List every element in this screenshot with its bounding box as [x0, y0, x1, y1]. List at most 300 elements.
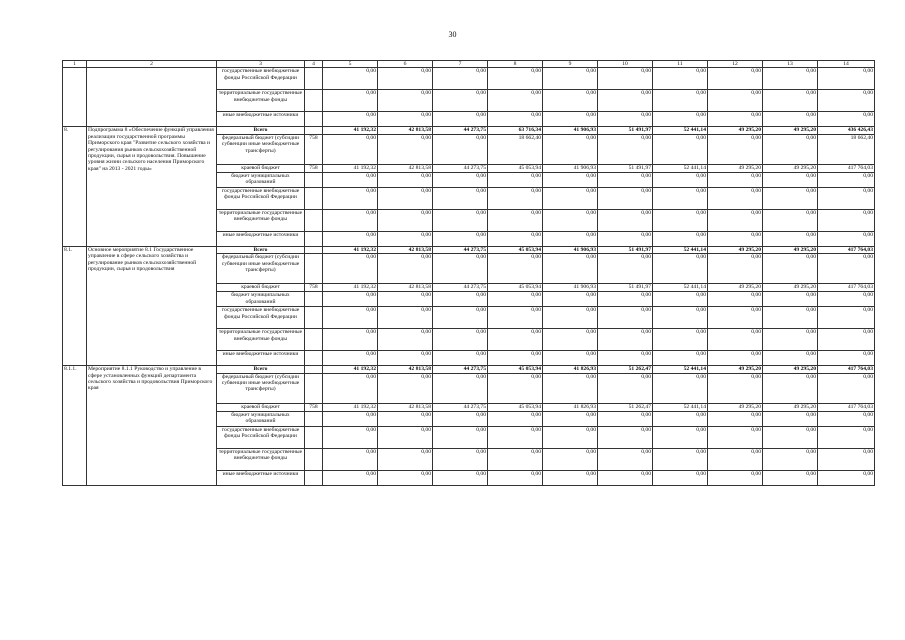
amount-cell: 0,00 [378, 254, 433, 284]
funding-source-cell: государственные внебюджетные фонды Российской Федерации [217, 187, 305, 209]
amount-cell: 0,00 [323, 209, 378, 231]
grbs-code-cell [305, 292, 323, 307]
funding-source-cell: краевой бюджет [217, 284, 305, 292]
amount-cell: 0,00 [543, 90, 598, 112]
amount-cell: 0,00 [488, 292, 543, 307]
amount-cell: 0,00 [433, 68, 488, 90]
grbs-code-cell [305, 351, 323, 366]
column-number-row [63, 61, 875, 68]
amount-cell: 0,00 [543, 426, 598, 448]
funding-source-cell: Всего [217, 127, 305, 134]
amount-cell: 0,00 [598, 292, 653, 307]
table-row [63, 68, 875, 90]
funding-source-cell: бюджет муниципальных образований [217, 411, 305, 426]
amount-cell: 0,00 [708, 411, 763, 426]
amount-cell: 0,00 [323, 231, 378, 246]
amount-cell: 0,00 [433, 209, 488, 231]
amount-cell: 0,00 [378, 470, 433, 485]
amount-cell: 42 813,58 [378, 164, 433, 172]
amount-cell: 0,00 [763, 112, 818, 127]
amount-cell: 49 295,20 [763, 246, 818, 253]
funding-source-cell: государственные внебюджетные фонды Российской Федерации [217, 307, 305, 329]
amount-cell: 41 192,32 [323, 284, 378, 292]
amount-cell: 0,00 [708, 373, 763, 403]
amount-cell: 0,00 [488, 448, 543, 470]
funding-source-cell: государственные внебюджетные фонды Российской Федерации [217, 426, 305, 448]
amount-cell: 0,00 [378, 90, 433, 112]
amount-cell: 49 295,20 [763, 403, 818, 411]
amount-cell: 51 262,47 [598, 366, 653, 373]
budget-table [62, 60, 875, 486]
amount-cell: 0,00 [818, 172, 875, 187]
amount-cell: 0,00 [488, 254, 543, 284]
funding-source-cell: бюджет муниципальных образований [217, 172, 305, 187]
amount-cell: 0,00 [323, 329, 378, 351]
amount-cell: 0,00 [488, 172, 543, 187]
amount-cell: 42 813,58 [378, 246, 433, 253]
funding-source-cell: федеральный бюджет (субсидии субвенции иные межбюджетные трансферты) [217, 134, 305, 164]
amount-cell: 0,00 [378, 292, 433, 307]
amount-cell: 0,00 [488, 329, 543, 351]
amount-cell: 0,00 [818, 426, 875, 448]
column-number-cell: 13 [763, 61, 818, 68]
amount-cell: 0,00 [378, 448, 433, 470]
amount-cell: 41 906,93 [543, 284, 598, 292]
amount-cell: 18 662,40 [818, 134, 875, 164]
amount-cell: 0,00 [763, 411, 818, 426]
amount-cell: 0,00 [543, 351, 598, 366]
row-title-cell: Основное мероприятие 8.1 Государственное управление в сфере сельского хозяйства и регулирование рынков сельскохозяйственной продукции, сырья и продовольствия [87, 246, 217, 365]
amount-cell: 51 491,97 [598, 164, 653, 172]
amount-cell: 0,00 [433, 448, 488, 470]
amount-cell: 0,00 [653, 172, 708, 187]
amount-cell: 0,00 [323, 90, 378, 112]
amount-cell: 0,00 [378, 307, 433, 329]
amount-cell: 0,00 [818, 470, 875, 485]
amount-cell: 0,00 [598, 90, 653, 112]
grbs-code-cell [305, 254, 323, 284]
amount-cell: 0,00 [763, 209, 818, 231]
grbs-code-cell [305, 112, 323, 127]
funding-source-cell: иные внебюджетные источники [217, 470, 305, 485]
amount-cell: 0,00 [433, 134, 488, 164]
amount-cell: 51 491,97 [598, 246, 653, 253]
amount-cell: 49 295,20 [708, 403, 763, 411]
amount-cell: 0,00 [378, 172, 433, 187]
amount-cell: 417 764,03 [818, 164, 875, 172]
amount-cell: 41 192,32 [323, 403, 378, 411]
amount-cell: 0,00 [598, 112, 653, 127]
amount-cell: 0,00 [763, 351, 818, 366]
amount-cell: 0,00 [708, 187, 763, 209]
amount-cell: 0,00 [818, 448, 875, 470]
amount-cell: 0,00 [433, 373, 488, 403]
column-number-cell: 3 [217, 61, 305, 68]
column-number-cell: 8 [488, 61, 543, 68]
amount-cell: 52 441,14 [653, 164, 708, 172]
amount-cell: 0,00 [598, 134, 653, 164]
amount-cell: 0,00 [543, 172, 598, 187]
amount-cell: 0,00 [818, 209, 875, 231]
row-title-cell [87, 68, 217, 127]
amount-cell: 0,00 [488, 209, 543, 231]
column-number-cell: 7 [433, 61, 488, 68]
amount-cell: 436 426,43 [818, 127, 875, 134]
amount-cell: 0,00 [323, 172, 378, 187]
funding-source-cell: территориальные государственные внебюджетные фонды [217, 90, 305, 112]
amount-cell: 0,00 [488, 231, 543, 246]
amount-cell: 0,00 [598, 411, 653, 426]
amount-cell: 0,00 [433, 112, 488, 127]
amount-cell: 41 192,32 [323, 164, 378, 172]
amount-cell: 42 813,58 [378, 284, 433, 292]
amount-cell: 417 764,03 [818, 246, 875, 253]
amount-cell: 0,00 [653, 254, 708, 284]
amount-cell: 0,00 [488, 307, 543, 329]
amount-cell: 0,00 [763, 329, 818, 351]
amount-cell: 0,00 [543, 373, 598, 403]
amount-cell: 52 441,14 [653, 284, 708, 292]
amount-cell: 0,00 [653, 209, 708, 231]
amount-cell: 45 053,94 [488, 246, 543, 253]
amount-cell: 0,00 [763, 426, 818, 448]
grbs-code-cell [305, 470, 323, 485]
grbs-code-cell [305, 373, 323, 403]
grbs-code-cell [305, 187, 323, 209]
page-number: 30 [448, 30, 457, 39]
amount-cell: 51 491,97 [598, 127, 653, 134]
amount-cell: 45 053,94 [488, 366, 543, 373]
amount-cell: 0,00 [488, 351, 543, 366]
amount-cell: 0,00 [818, 254, 875, 284]
amount-cell: 0,00 [598, 373, 653, 403]
amount-cell: 41 192,32 [323, 246, 378, 253]
amount-cell: 0,00 [708, 292, 763, 307]
amount-cell: 0,00 [488, 373, 543, 403]
amount-cell: 0,00 [763, 134, 818, 164]
amount-cell: 0,00 [763, 68, 818, 90]
amount-cell: 41 192,32 [323, 127, 378, 134]
amount-cell: 0,00 [543, 134, 598, 164]
amount-cell: 0,00 [653, 470, 708, 485]
amount-cell: 0,00 [818, 373, 875, 403]
amount-cell: 0,00 [763, 470, 818, 485]
amount-cell: 0,00 [818, 411, 875, 426]
grbs-code-cell [305, 246, 323, 253]
amount-cell: 0,00 [378, 373, 433, 403]
amount-cell: 0,00 [378, 329, 433, 351]
amount-cell: 45 053,94 [488, 403, 543, 411]
row-code-cell: 8.1.1. [63, 366, 87, 485]
grbs-code-cell [305, 172, 323, 187]
amount-cell: 0,00 [543, 209, 598, 231]
amount-cell: 0,00 [433, 426, 488, 448]
grbs-code-cell [305, 90, 323, 112]
amount-cell: 417 764,03 [818, 284, 875, 292]
amount-cell: 0,00 [323, 351, 378, 366]
amount-cell: 0,00 [763, 448, 818, 470]
amount-cell: 0,00 [433, 470, 488, 485]
amount-cell: 0,00 [818, 231, 875, 246]
amount-cell: 0,00 [653, 426, 708, 448]
amount-cell: 0,00 [378, 209, 433, 231]
amount-cell: 0,00 [433, 231, 488, 246]
amount-cell: 0,00 [543, 470, 598, 485]
grbs-code-cell [305, 329, 323, 351]
amount-cell: 0,00 [708, 134, 763, 164]
amount-cell: 0,00 [598, 254, 653, 284]
column-number-cell: 4 [305, 61, 323, 68]
row-code-cell: 8.1. [63, 246, 87, 365]
amount-cell: 0,00 [653, 187, 708, 209]
amount-cell: 52 441,14 [653, 366, 708, 373]
amount-cell: 49 295,20 [763, 366, 818, 373]
amount-cell: 0,00 [323, 187, 378, 209]
amount-cell: 0,00 [708, 448, 763, 470]
amount-cell: 49 295,20 [708, 164, 763, 172]
amount-cell: 0,00 [598, 426, 653, 448]
amount-cell: 0,00 [543, 329, 598, 351]
amount-cell: 44 273,75 [433, 164, 488, 172]
funding-source-cell: Всего [217, 366, 305, 373]
amount-cell: 0,00 [653, 307, 708, 329]
funding-source-cell: территориальные государственные внебюджетные фонды [217, 329, 305, 351]
amount-cell: 49 295,20 [708, 246, 763, 253]
amount-cell: 0,00 [598, 307, 653, 329]
amount-cell: 44 273,75 [433, 284, 488, 292]
amount-cell: 0,00 [708, 112, 763, 127]
amount-cell: 0,00 [653, 292, 708, 307]
amount-cell: 0,00 [708, 426, 763, 448]
grbs-code-cell: 758 [305, 403, 323, 411]
amount-cell: 0,00 [763, 187, 818, 209]
amount-cell: 41 826,93 [543, 403, 598, 411]
column-number-cell: 11 [653, 61, 708, 68]
amount-cell: 49 295,20 [708, 127, 763, 134]
grbs-code-cell [305, 231, 323, 246]
amount-cell: 0,00 [543, 112, 598, 127]
funding-source-cell: территориальные государственные внебюджетные фонды [217, 209, 305, 231]
grbs-code-cell [305, 426, 323, 448]
amount-cell: 45 053,94 [488, 164, 543, 172]
amount-cell: 0,00 [763, 307, 818, 329]
funding-source-cell: Всего [217, 246, 305, 253]
amount-cell: 0,00 [488, 411, 543, 426]
table-row [63, 366, 875, 373]
funding-source-cell: федеральный бюджет (субсидии субвенции иные межбюджетные трансферты) [217, 254, 305, 284]
table-body [63, 61, 875, 486]
amount-cell: 0,00 [378, 411, 433, 426]
grbs-code-cell: 758 [305, 284, 323, 292]
amount-cell: 0,00 [708, 307, 763, 329]
amount-cell: 52 441,14 [653, 403, 708, 411]
amount-cell: 0,00 [378, 351, 433, 366]
amount-cell: 41 826,93 [543, 366, 598, 373]
amount-cell: 0,00 [653, 411, 708, 426]
amount-cell: 417 764,03 [818, 403, 875, 411]
amount-cell: 0,00 [543, 411, 598, 426]
amount-cell: 0,00 [598, 448, 653, 470]
amount-cell: 52 441,14 [653, 246, 708, 253]
grbs-code-cell: 758 [305, 134, 323, 164]
amount-cell: 0,00 [818, 68, 875, 90]
amount-cell: 0,00 [323, 254, 378, 284]
amount-cell: 0,00 [433, 411, 488, 426]
funding-source-cell: территориальные государственные внебюджетные фонды [217, 448, 305, 470]
amount-cell: 49 295,20 [763, 284, 818, 292]
amount-cell: 0,00 [488, 470, 543, 485]
amount-cell: 42 813,58 [378, 403, 433, 411]
amount-cell: 51 491,97 [598, 284, 653, 292]
amount-cell: 0,00 [323, 448, 378, 470]
amount-cell: 0,00 [653, 351, 708, 366]
table-row [63, 127, 875, 134]
amount-cell: 0,00 [763, 90, 818, 112]
row-title-cell: Мероприятие 8.1.1 Руководство и управление в сфере установленных функций департамента сельского хозяйства и продовольствия Приморского края [87, 366, 217, 485]
funding-source-cell: краевой бюджет [217, 164, 305, 172]
amount-cell: 0,00 [598, 187, 653, 209]
amount-cell: 41 192,32 [323, 366, 378, 373]
amount-cell: 0,00 [708, 68, 763, 90]
amount-cell: 0,00 [818, 187, 875, 209]
amount-cell: 51 262,47 [598, 403, 653, 411]
table-row [63, 246, 875, 253]
funding-source-cell: бюджет муниципальных образований [217, 292, 305, 307]
amount-cell: 0,00 [653, 448, 708, 470]
amount-cell: 0,00 [543, 292, 598, 307]
amount-cell: 0,00 [598, 351, 653, 366]
amount-cell: 0,00 [818, 351, 875, 366]
amount-cell: 0,00 [433, 172, 488, 187]
amount-cell: 0,00 [653, 112, 708, 127]
amount-cell: 41 906,93 [543, 127, 598, 134]
amount-cell: 0,00 [433, 329, 488, 351]
amount-cell: 0,00 [598, 231, 653, 246]
amount-cell: 0,00 [488, 426, 543, 448]
amount-cell: 0,00 [598, 470, 653, 485]
funding-source-cell: краевой бюджет [217, 403, 305, 411]
amount-cell: 0,00 [433, 351, 488, 366]
amount-cell: 0,00 [488, 187, 543, 209]
amount-cell: 42 813,58 [378, 366, 433, 373]
amount-cell: 0,00 [378, 187, 433, 209]
grbs-code-cell [305, 366, 323, 373]
amount-cell: 0,00 [763, 254, 818, 284]
amount-cell: 0,00 [818, 307, 875, 329]
amount-cell: 44 273,75 [433, 246, 488, 253]
grbs-code-cell [305, 448, 323, 470]
amount-cell: 0,00 [433, 292, 488, 307]
amount-cell: 0,00 [818, 329, 875, 351]
amount-cell: 0,00 [708, 209, 763, 231]
amount-cell: 42 813,58 [378, 127, 433, 134]
amount-cell: 0,00 [323, 112, 378, 127]
amount-cell: 0,00 [598, 329, 653, 351]
amount-cell: 0,00 [818, 112, 875, 127]
grbs-code-cell [305, 127, 323, 134]
row-code-cell [63, 68, 87, 127]
amount-cell: 0,00 [543, 68, 598, 90]
amount-cell: 0,00 [543, 187, 598, 209]
amount-cell: 0,00 [323, 68, 378, 90]
amount-cell: 0,00 [818, 90, 875, 112]
amount-cell: 0,00 [653, 231, 708, 246]
amount-cell: 0,00 [653, 90, 708, 112]
funding-source-cell: иные внебюджетные источники [217, 231, 305, 246]
amount-cell: 0,00 [653, 134, 708, 164]
amount-cell: 0,00 [763, 231, 818, 246]
amount-cell: 44 273,75 [433, 403, 488, 411]
grbs-code-cell: 758 [305, 164, 323, 172]
amount-cell: 0,00 [433, 90, 488, 112]
amount-cell: 0,00 [488, 90, 543, 112]
column-number-cell: 9 [543, 61, 598, 68]
amount-cell: 0,00 [708, 254, 763, 284]
amount-cell: 0,00 [763, 172, 818, 187]
column-number-cell: 5 [323, 61, 378, 68]
amount-cell: 0,00 [653, 329, 708, 351]
column-number-cell: 10 [598, 61, 653, 68]
amount-cell: 49 295,20 [708, 366, 763, 373]
amount-cell: 0,00 [378, 112, 433, 127]
amount-cell: 41 906,93 [543, 164, 598, 172]
amount-cell: 0,00 [708, 329, 763, 351]
amount-cell: 45 053,94 [488, 284, 543, 292]
grbs-code-cell [305, 411, 323, 426]
amount-cell: 0,00 [378, 68, 433, 90]
amount-cell: 0,00 [378, 231, 433, 246]
column-number-cell: 1 [63, 61, 87, 68]
funding-source-cell: иные внебюджетные источники [217, 112, 305, 127]
amount-cell: 0,00 [543, 231, 598, 246]
amount-cell: 0,00 [543, 448, 598, 470]
amount-cell: 44 273,75 [433, 366, 488, 373]
amount-cell: 0,00 [323, 373, 378, 403]
amount-cell: 0,00 [598, 172, 653, 187]
amount-cell: 0,00 [378, 426, 433, 448]
amount-cell: 0,00 [323, 307, 378, 329]
amount-cell: 0,00 [543, 307, 598, 329]
amount-cell: 0,00 [543, 254, 598, 284]
amount-cell: 0,00 [763, 373, 818, 403]
amount-cell: 0,00 [323, 134, 378, 164]
amount-cell: 0,00 [488, 112, 543, 127]
amount-cell: 63 716,34 [488, 127, 543, 134]
amount-cell: 0,00 [708, 90, 763, 112]
funding-source-cell: федеральный бюджет (субсидии субвенции иные межбюджетные трансферты) [217, 373, 305, 403]
grbs-code-cell [305, 68, 323, 90]
amount-cell: 0,00 [708, 470, 763, 485]
amount-cell: 0,00 [653, 68, 708, 90]
amount-cell: 0,00 [598, 209, 653, 231]
row-code-cell: 8. [63, 127, 87, 246]
amount-cell: 0,00 [653, 373, 708, 403]
amount-cell: 49 295,20 [763, 164, 818, 172]
amount-cell: 0,00 [598, 68, 653, 90]
amount-cell: 0,00 [818, 292, 875, 307]
amount-cell: 0,00 [433, 254, 488, 284]
column-number-cell: 12 [708, 61, 763, 68]
grbs-code-cell [305, 209, 323, 231]
amount-cell: 41 906,93 [543, 246, 598, 253]
amount-cell: 0,00 [323, 292, 378, 307]
amount-cell: 0,00 [323, 470, 378, 485]
funding-source-cell: государственные внебюджетные фонды Российской Федерации [217, 68, 305, 90]
amount-cell: 417 764,03 [818, 366, 875, 373]
amount-cell: 0,00 [433, 187, 488, 209]
amount-cell: 0,00 [708, 172, 763, 187]
amount-cell: 0,00 [708, 231, 763, 246]
